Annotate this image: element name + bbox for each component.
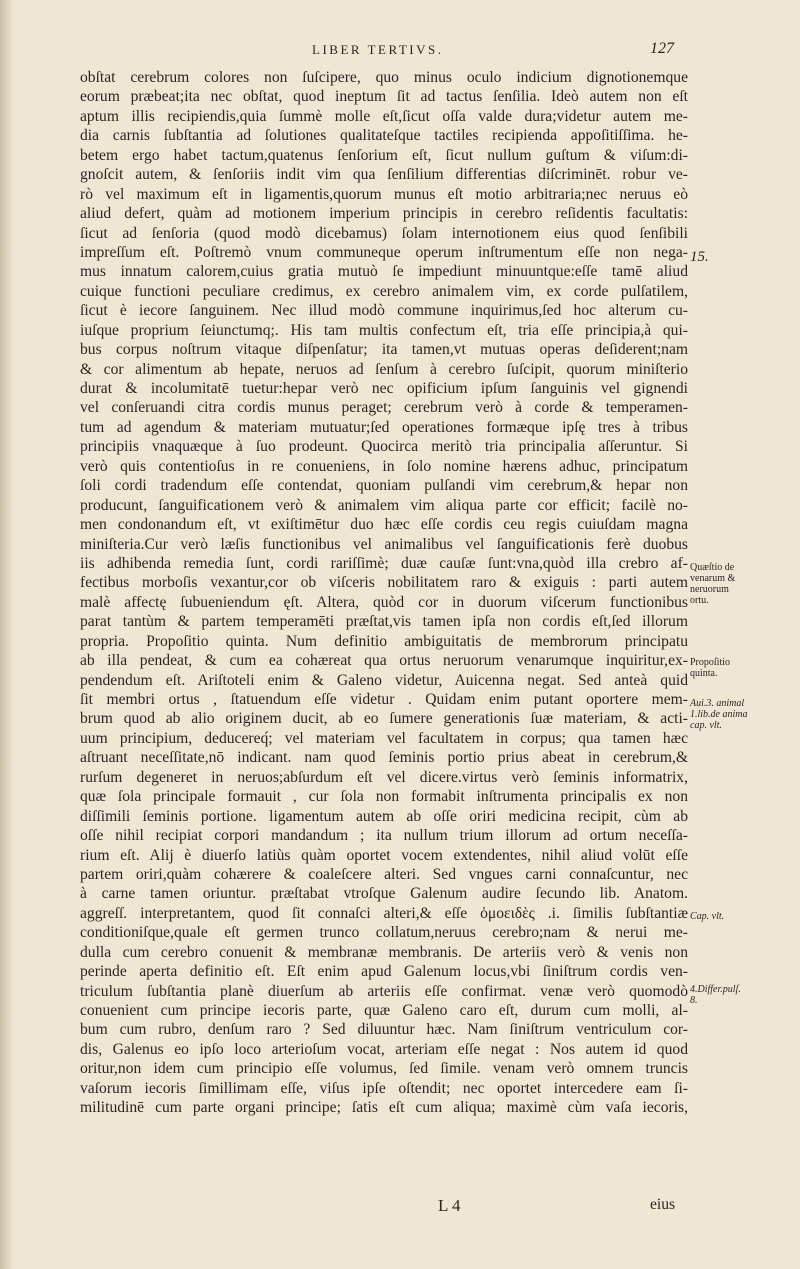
binding-gutter-shadow [0, 0, 14, 1269]
text-line: mus innatum calorem,cuius gratia mutuò ſe impediunt minuuntque:eſſe tamē aliud [80, 263, 688, 281]
running-title: LIBER TERTIVS. [312, 42, 444, 57]
text-line: men condonandum eſt, vt exiſtimētur duo hæc eſſe cordis ceu regis cuiuſdam magna [80, 516, 688, 534]
text-line: betem ergo habet tactum,quatenus ſenſorium eſt, ſicut nullum guſtum & viſum:di- [80, 146, 688, 164]
text-line: malè affectę ſubueniendum ęſt. Altera, quòd cor in duorum viſcerum functionibus [80, 593, 688, 611]
text-line: aliud defert, quàm ad motionem imperium principis in cerebro reſidentis facultatis: [80, 205, 688, 223]
text-line: tum ad agendum & materiam mutuatur;ſed operationes formæque ipſę tres à tribus [80, 418, 688, 436]
text-line: aggreſſ. interpretantem, quod ſit connaſci alteri,& eſſe ὁμοειδὲς .i. ſimilis ſubſtantiæ [80, 904, 688, 922]
text-line: conuenient cum principe iecoris parte, quæ Galeno caro eſt, durum cum molli, al- [80, 1002, 688, 1019]
margin-line: venarum & [690, 573, 736, 584]
margin-line: ortu. [690, 595, 709, 606]
text-line: vaſorum iecoris ſimillimam eſſe, viſus ipſe oſtendit; nec oportet intercedere eam ſi- [80, 1079, 688, 1097]
text-line: rium eſt. Alij è diuerſo latiùs quàm oportet vocem extendentes, nihil aliud volūt eſſe [80, 846, 688, 864]
text-line: partem oriri,quàm cohærere & coaleſcere alteri. Sed vngues carni connaſcuntur, nec [80, 865, 688, 883]
text-line: aptum illis recipiendis,quia ſummè molle eſt,ſicut oſſa valde dura;videtur autem me- [80, 107, 688, 125]
text-line: cuique functioni peculiare credimus, ex cerebro animalem vim, ex corde pulſatilem, [80, 282, 688, 300]
text-line: rò vel maximum eſt in ligamentis,quorum munus eſt motio arbitraria;nec neruus eò [80, 185, 688, 203]
text-line: ſicut è iecore ſanguinem. Nec illud modò commune inquirimus,ſed hoc alterum cu- [80, 302, 688, 320]
text-line: ſoli cordi tradendum eſſe contendat, quoniam pulſandi vim cerebrum,& hepar non [80, 477, 688, 495]
text-line: uum principium, deducereq́; vel materiam vel facultatem in corpus; qua tamen hæc [80, 729, 688, 747]
text-line: pendendum eſt. Ariſtoteli enim & Galeno videtur, Auicenna negat. Sed anteà quid [80, 671, 688, 689]
margin-line: 1.lib.de anima [690, 709, 748, 720]
catchword: eius [650, 1196, 676, 1213]
text-line: dis, Galenus eo ipſo loco arterioſum vocat, arteriam eſſe negat : Nos autem id quod [80, 1040, 688, 1058]
margin-line: neruorum [690, 584, 729, 595]
margin-note-avicenna [690, 698, 790, 731]
text-line: brum quod ab alio originem ducit, ab eo ſumere generationis ſuæ materiam, & acti- [80, 710, 688, 728]
margin-line: 4.Differ.pulſ. [690, 984, 741, 995]
text-line: vel conſeruandi citra cordis munus peraget; cerebrum verò à corde & temperamen- [80, 399, 688, 417]
margin-line: Propoſitio [690, 657, 731, 668]
margin-line: Aui.3. animal [690, 698, 745, 709]
margin-note-differentia-pulsuum [690, 984, 790, 1006]
text-line: & cor alimentum ab hepate, neruos ad ſenſum à cerebro ſuſcipit, quorum miniſterio [80, 360, 688, 378]
text-line: diſſimili ſeminis portione. ligamentum autem ab oſſe oriri medicina recipit, cùm ab [80, 807, 688, 825]
text-line: bum cum rubro, denſum raro ? Sed diluuntur hæc. Nam ſiniſtrum ventriculum cor- [80, 1021, 688, 1039]
text-line: à carne tamen oriuntur. præſtabat vtroſque Galenum audire ſecundo lib. Anatom. [80, 885, 688, 903]
text-line: propria. Propoſitio quinta. Num definitio ambiguitatis de membrorum principatu [80, 632, 688, 650]
text-line: ſicut ad ſenſoria (quod modò dicebamus) ſolam internotionem eius quod ſenſibili [80, 224, 688, 242]
text-line: triculum ſubſtantia planè diuerſum ab arteriis eſſe confirmat. venæ verò quomodò [80, 982, 688, 1000]
text-line: iis adhibenda remedia ſunt, cordi rariſſimè; duæ cauſæ ſunt:vna,quòd illa crebro af- [80, 554, 688, 572]
text-line: producunt, ſanguificationem verò & animalem vim aliqua parte cor efficit; facilè no- [80, 496, 688, 514]
margin-note-cap-vlt: Cap. vlt. [690, 911, 725, 922]
signature-mark: L 4 [438, 1196, 461, 1215]
text-line: rurſum degeneret in neruos;abſurdum eſt vel dicere.virtus verò ſeminis informatrix, [80, 768, 688, 786]
text-line: principiis vnaquæque à ſuo prodeunt. Quocirca meritò tria principalia aſſeruntur. Si [80, 438, 688, 456]
margin-line: quinta. [690, 668, 718, 679]
text-line: quæ ſola principale formauit , cur ſola non formabit inſtrumenta principalis ex non [80, 788, 688, 806]
text-line: dulla cum cerebro conuenit & membranæ membranis. De arteriis verò & venis non [80, 943, 688, 961]
margin-line: cap. vlt. [690, 720, 722, 731]
page-number: 127 [650, 40, 674, 57]
margin-number-15: 15. [690, 249, 709, 265]
text-line: bus corpus noſtrum vitaque diſpenſatur; ita tamen,vt mutuas operas deſiderent;nam [80, 341, 688, 359]
text-line: parat tantùm & partem temperamēti præſtat,vis tamen ipſa non cordis eſt,ſed illorum [80, 613, 688, 631]
text-line: verò quis contentioſus in re conueniens, in ſolo nomine hærens adhuc, principatum [80, 457, 688, 475]
text-line: obſtat cerebrum colores non ſuſcipere, quo minus oculo indicium dignotionemque [80, 69, 688, 86]
text-line: militudinē cum parte organi principe; ſatis eſt cum aliqua; maximè cùm vaſa iecoris, [80, 1099, 688, 1117]
text-line: miniſteria.Cur verò læſis functionibus vel animalibus vel ſanguificationis ferè duobus [80, 535, 688, 553]
page-footer [0, 1196, 800, 1220]
text-line: impreſſum eſt. Poſtremò vnum communeque operum inſtrumentum eſſe non nega- [80, 243, 688, 261]
text-line: iuſque proprium ſeiunctumq;. His tam multis confectum eſt, tria eſſe principia,à qui- [80, 321, 688, 339]
text-line: gnoſcit autem, & ſenſoriis indit vim qua ſenſilium differentias diſcriminēt. robur ve- [80, 166, 688, 184]
margin-line: 8. [690, 995, 698, 1006]
main-text-block [80, 68, 688, 1118]
text-line: dia carnis ſubſtantia ad ſolutiones qualitateſque tactiles recipienda appoſitiſſima. he- [80, 127, 688, 145]
text-line: durat & incolumitatē tuetur:hepar verò nec opificium ipſum ſanguinis vel gignendi [80, 380, 688, 397]
text-line: eorum præbeat;ita nec obſtat, quod ineptum ſit ad tactus ſenſilia. Ideò autem non eſt [80, 88, 688, 106]
text-line: fectibus morboſis vexantur,cor ob viſceris nobilitatem raro & exiguis : parti autem [80, 574, 688, 592]
text-line: oritur,non idem cum principio eſſe volumus, ſed ſimile. venam verò omnem truncis [80, 1060, 688, 1078]
margin-note-propositio [690, 657, 790, 679]
margin-line: Quæſtio de [690, 562, 735, 573]
text-line: conditioniſque,quale eſt germen trunco collatum,neruus cerebro;nam & nerui me- [80, 924, 688, 942]
text-line: ab illa pendeat, & cum ea cohæreat qua ortus neruorum venarumque inquiritur,ex- [80, 652, 688, 670]
text-line: ſit membri ortus , ſtatuendum eſſe videtur . Quidam enim putant oportere mem- [80, 691, 688, 708]
text-line: perinde aperta definitio eſt. Eſt enim apud Galenum locus,vbi ſiniſtrum cordis ven- [80, 963, 688, 981]
margin-note-quaestio [690, 562, 790, 606]
text-line: oſſe nihil recipiat corpori mandandum ; ita nullum trium illorum ad ortum neceſſa- [80, 827, 688, 845]
running-head [0, 42, 800, 62]
text-line: aſtruant neceſſitate,nō indicant. nam quod ſeminis portio prius abeat in cerebrum,& [80, 749, 688, 767]
